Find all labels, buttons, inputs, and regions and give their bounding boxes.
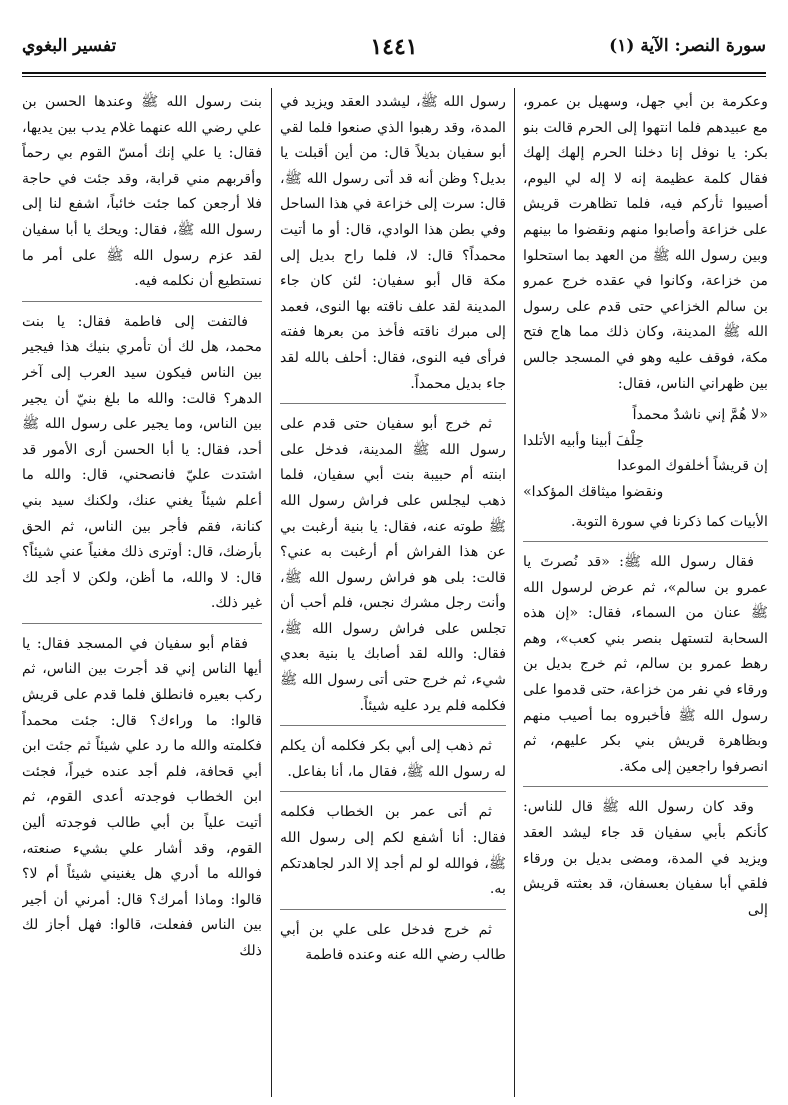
poem-line: حِلْفَ أبينا وأبيه الأتلدا bbox=[523, 432, 645, 449]
column-divider bbox=[514, 88, 515, 1097]
paragraph: فالتفت إلى فاطمة فقال: يا بنت محمد، هل لك أن تأمري بنيك هذا فيجير بين الناس فيكون سيد العرب إلى آخر الدهر؟ قالت: والله ما بلغ بنيّ أن يجير بين الناس، وما يجير على رسول الله ﷺ أحد، فقال: يا أبا الحسن أرى الأمور قد اشتدت عليّ فانصحني، قال: والله ما أعلم شيئاً يغني عنك، ولكنك سيد بني كنانة، فقم فأجر بين الناس، ثم الحق بأرضك، قال: أوترى ذلك مغنياً عني شيئاً؟ قال: لا والله، ما أظن، ولكن لا أجد لك غير ذلك. bbox=[22, 313, 262, 612]
paragraph-separator bbox=[523, 786, 768, 787]
paragraph: رسول الله ﷺ، ليشدد العقد ويزيد في المدة، وقد رهبوا الذي صنعوا فلما لقي أبو سفيان بديلاً قال: من أين أقبلت يا بديل؟ وظن أنه قد أتى رسول الله ﷺ، قال: سرت إلى خزاعة في هذا الساحل وفي بطن هذا الوادي، قال: أو ما أتيت محمداً؟ قال: لا، فلما راح بديل إلى مكة قال أبو سفيان: لئن كان جاء المدينة لقد علف ناقته بها النوى، فعمد إلى مبرك ناقته فأخذ من بعرها ففته فرأى فيه النوى، فقال: أحلف بالله لقد جاء بديل محمداً. bbox=[280, 94, 506, 392]
paragraph-separator bbox=[22, 623, 262, 624]
paragraph: وقد كان رسول الله ﷺ قال للناس: كأنكم بأبي سفيان قد جاء ليشد العقد ويزيد في المدة، ومضى بديل بن ورقاء فلقي أبا سفيان بعسفان، قد بعثته قريش إلى bbox=[523, 799, 768, 918]
text-column-left bbox=[22, 90, 262, 1090]
paragraph-separator bbox=[280, 791, 506, 792]
poem-verses bbox=[523, 403, 768, 505]
paragraph-separator bbox=[523, 541, 768, 542]
paragraph: ثم خرج فدخل على علي بن أبي طالب رضي الله عنه وعنده فاطمة bbox=[280, 921, 506, 964]
text-column-right bbox=[523, 90, 768, 1090]
book-title: تفسير البغوي bbox=[22, 36, 117, 56]
poem-line: ونقضوا ميثاقك المؤكدا» bbox=[523, 483, 664, 500]
paragraph-separator bbox=[22, 301, 262, 302]
paragraph-separator bbox=[280, 909, 506, 910]
paragraph-separator bbox=[280, 403, 506, 404]
page-number: ١٤٤١ bbox=[370, 34, 418, 60]
header-rule bbox=[22, 72, 766, 74]
paragraph: وعكرمة بن أبي جهل، وسهيل بن عمرو، مع عبيدهم فلما انتهوا إلى الحرم قالت بنو بكر: يا نوفل إنا دخلنا الحرم إلهك إلهك فقال كلمة عظيمة إنه لا إله لي اليوم، أصيبوا ثأركم فيه، فلما تظاهرت قريش على خزاعة وأصابوا منهم ونقضوا ما بينهم وبين رسول الله ﷺ من العهد بما استحلوا من خزاعة، وكانوا في عقده خرج عمرو بن سالم الخزاعي حتى قدم على رسول الله ﷺ المدينة، وكان ذلك مما هاج فتح مكة، فوقف عليه وهو في المسجد جالس بين ظهراني الناس، فقال: bbox=[523, 94, 768, 392]
header-rule-thin bbox=[22, 76, 766, 77]
paragraph: الأبيات كما ذكرنا في سورة التوبة. bbox=[571, 513, 768, 530]
poem-line: «لا هُمَّ إني ناشدٌ محمداً bbox=[632, 407, 768, 424]
surah-reference: سورة النصر: الآية (١) bbox=[609, 36, 766, 56]
paragraph: ثم خرج أبو سفيان حتى قدم على رسول الله ﷺ المدينة، فدخل على ابنته أم حبيبة بنت أبي سفيان، فلما ذهب ليجلس على فراش رسول الله ﷺ طوته عنه، فقال: يا بنية أرغبت بي عن هذا الفراش أم أرغبت به عني؟ قالت: بلى هو فراش رسول الله ﷺ، وأنت رجل مشرك نجس، فلم أحب أن تجلس على فراش رسول الله ﷺ، فقال: والله لقد أصابك يا بنية بعدي شيء، ثم خرج حتى أتى رسول الله ﷺ فكلمه فلم يرد عليه شيئاً. bbox=[280, 416, 506, 714]
paragraph: فقال رسول الله ﷺ: «قد نُصرتَ يا عمرو بن سالم»، ثم عرض لرسول الله ﷺ عنان من السماء، فقال: «إن هذه السحابة لتستهل بنصر بني كعب»، وهم رهط عمرو بن سالم، ثم خرج بديل بن ورقاء في نفر من خزاعة، حتى قدموا على رسول الله ﷺ فأخبروه بما أصيب منهم وبظاهرة قريش بني بكر عليهم، ثم انصرفوا راجعين إلى مكة. bbox=[523, 554, 768, 775]
paragraph: ثم أتى عمر بن الخطاب فكلمه فقال: أنا أشفع لكم إلى رسول الله ﷺ، فوالله لو لم أجد إلا الدر لجاهدتكم به. bbox=[280, 804, 506, 898]
paragraph: ثم ذهب إلى أبي بكر فكلمه أن يكلم له رسول الله ﷺ، فقال ما، أنا بفاعل. bbox=[280, 738, 506, 780]
paragraph-separator bbox=[280, 725, 506, 726]
text-column-middle bbox=[280, 90, 506, 1090]
paragraph: بنت رسول الله ﷺ وعندها الحسن بن علي رضي الله عنهما غلام يدب بين يديها، فقال: يا علي إنك أمسّ القوم بي رحماً وأقربهم مني قرابة، وقد جئت في حاجة فلا أرجعن كما جئت خائباً، اشفع لنا إلى رسول الله ﷺ، فقال: ويحك يا أبا سفيان لقد عزم رسول الله ﷺ على أمر ما نستطيع أن نكلمه فيه. bbox=[22, 94, 262, 290]
page-header bbox=[22, 30, 766, 70]
column-divider bbox=[271, 88, 272, 1097]
poem-line: إن قريشاً أخلفوك الموعدا bbox=[617, 458, 768, 475]
paragraph: فقام أبو سفيان في المسجد فقال: يا أيها الناس إني قد أجرت بين الناس، ثم ركب بعيره فانطلق فلما قدم على قريش قالوا: ما وراءك؟ قال: جئت محمداً فكلمته والله ما رد علي شيئاً ثم جئت ابن أبي قحافة، فلم أجد عنده خيراً، فجئت ابن الخطاب فوجدته أعدى القوم، ثم أتيت علياً بن أبي طالب فوجدته ألين القوم، وقد أشار علي بشيء صنعته، فوالله ما أدري هل يغنيني شيئاً أم لا؟ قالوا: وماذا أمرك؟ قال: أمرني أن أجير بين الناس ففعلت، قالوا: فهل أجاز لك ذلك bbox=[22, 635, 262, 959]
